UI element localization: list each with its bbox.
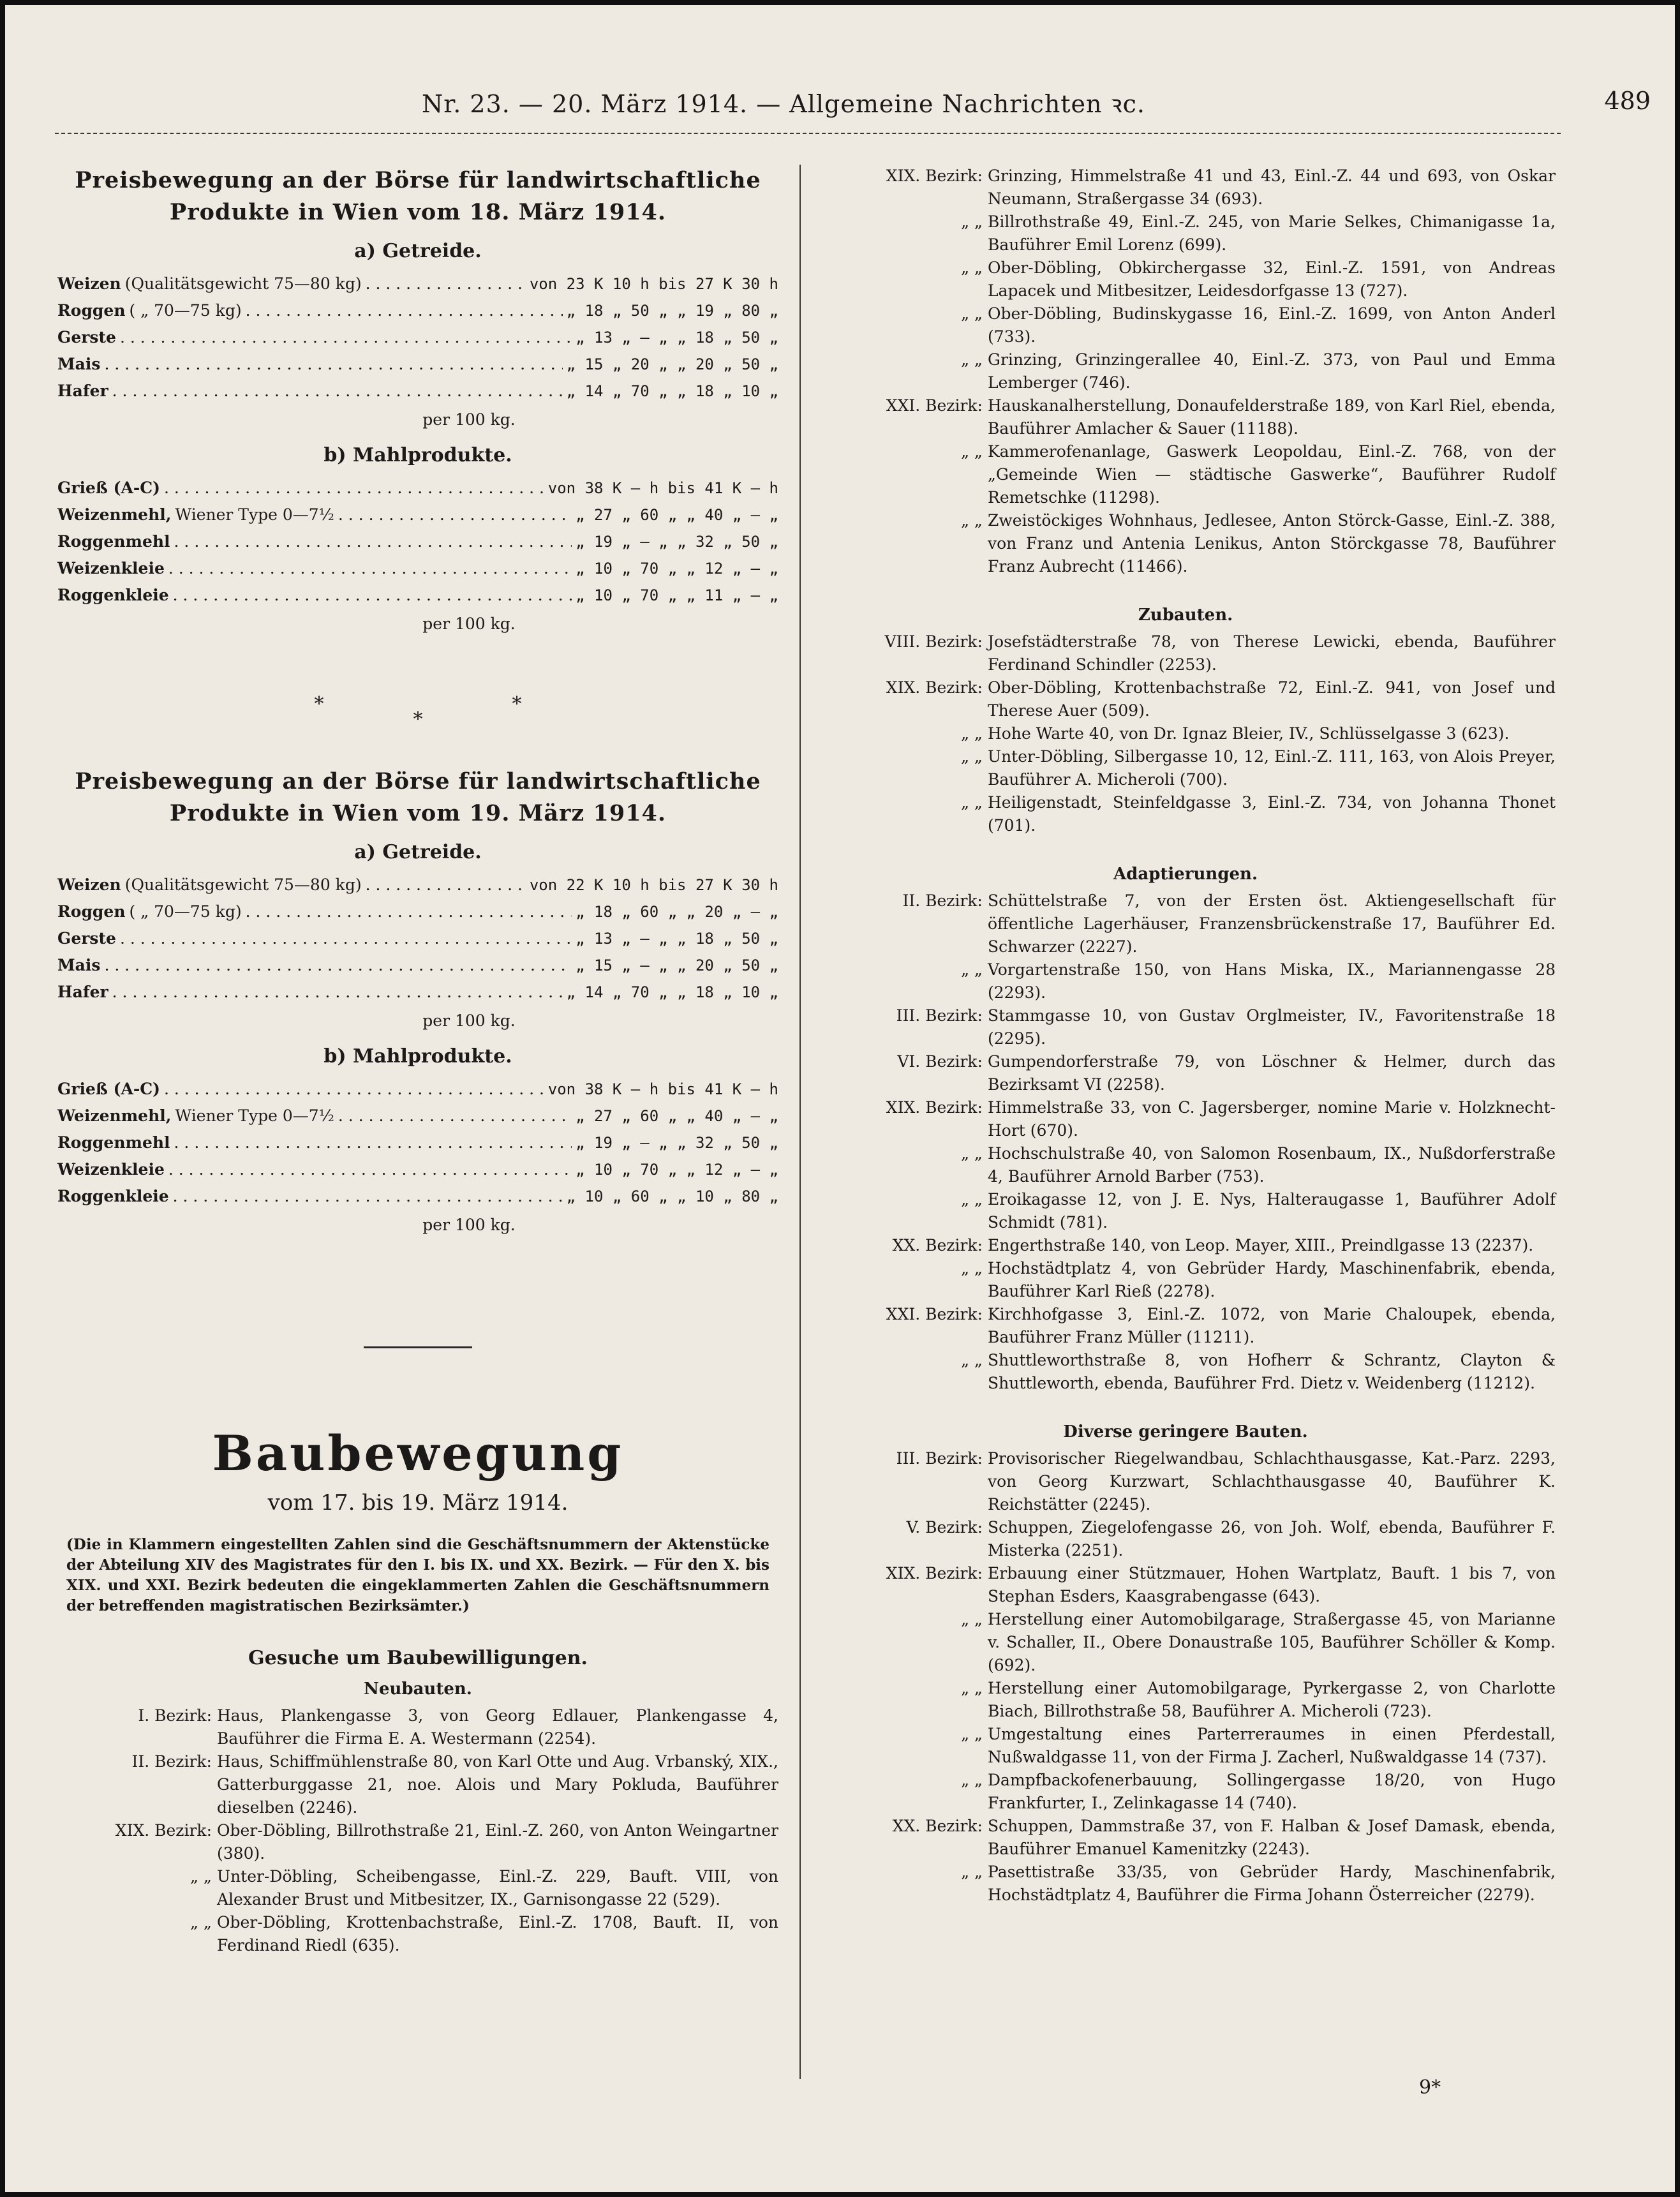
entry-text: Hochschulstraße 40, von Salomon Rosenbaum, IX., Nußdorferstraße 4, Bauführer Arnold Barber (753).: [988, 1144, 1556, 1186]
baubewegung-note: (Die in Klammern eingestellten Zahlen sind die Geschäftsnummern der Aktenstücke der Abteilung XIV des Magistrates für den I. bis IX. und XX. Bezirk. — Für den X. bis XIX. und XXI. Bezirk bedeuten die eingeklammerten Zahlen die Geschäftsnummern der betreffenden magistratischen Bezirksämter.): [66, 1536, 769, 1614]
permit-entry: [815, 1562, 1556, 1608]
short-divider: [364, 1346, 472, 1348]
dot-leader: [173, 582, 572, 609]
price-row: [57, 979, 778, 1006]
permit-entry: [815, 1142, 1556, 1188]
entry-text: Unter-Döbling, Silbergasse 10, 12, Einl.-Z. 111, 163, von Alois Preyer, Bauführer A. Micheroli (700).: [988, 747, 1556, 789]
price-range: „ 10 „ 70 „ „ 11 „ — „: [576, 586, 778, 604]
product-quality: Wiener Type 0—7½: [175, 1106, 334, 1125]
permit-entry: [815, 1677, 1556, 1723]
price-row: [57, 872, 778, 898]
entry-text: Engerthstraße 140, von Leop. Mayer, XIII., Preindlgasse 13 (2237).: [988, 1236, 1534, 1255]
permit-entry: [57, 1819, 778, 1865]
price-range: von 22 K 10 h bis 27 K 30 h: [529, 876, 778, 894]
product-name: Roggenmehl: [57, 532, 170, 551]
permit-entry: [815, 509, 1556, 578]
neubauten-list: [57, 1704, 778, 1957]
permit-entry: [815, 890, 1556, 958]
permit-entry: [815, 1516, 1556, 1562]
district-label: „ „: [961, 212, 983, 231]
entry-text: Hohe Warte 40, von Dr. Ignaz Bleier, IV., Schlüsselgasse 3 (623).: [988, 724, 1510, 743]
baubewegung-dates: vom 17. bis 19. März 1914.: [267, 1490, 569, 1516]
price-row: [57, 502, 778, 528]
district-label: III. Bezirk:: [896, 1006, 983, 1025]
permit-entry: [815, 745, 1556, 791]
product-quality: Wiener Type 0—7½: [175, 505, 334, 524]
price-title-line1: Preisbewegung an der Börse für landwirtschaftliche: [75, 768, 761, 794]
dot-leader: [246, 898, 572, 925]
entry-text: Vorgartenstraße 150, von Hans Miska, IX., Mariannengasse 28 (2293).: [988, 960, 1556, 1002]
price-row: [57, 297, 778, 324]
flour-heading: b) Mahlprodukte.: [323, 444, 512, 466]
district-label: XX. Bezirk:: [892, 1236, 983, 1255]
entry-text: Hauskanalherstellung, Donaufelderstraße 189, von Karl Riel, ebenda, Bauführer Amlacher & Sauer (11188).: [988, 396, 1556, 438]
star: *: [512, 693, 522, 715]
price-range: „ 10 „ 60 „ „ 10 „ 80 „: [566, 1188, 778, 1205]
permit-entry: [815, 165, 1556, 211]
district-label: „ „: [961, 1771, 983, 1789]
entry-text: Kirchhofgasse 3, Einl.-Z. 1072, von Marie Chaloupek, ebenda, Bauführer Franz Müller (11211).: [988, 1305, 1556, 1346]
price-title-line2: Produkte in Wien vom 19. März 1914.: [169, 800, 667, 826]
price-range: „ 14 „ 70 „ „ 18 „ 10 „: [566, 983, 778, 1001]
price-range: „ 15 „ 20 „ „ 20 „ 50 „: [566, 355, 778, 373]
star: *: [413, 708, 423, 731]
entry-text: Ober-Döbling, Krottenbachstraße 72, Einl.-Z. 941, von Josef und Therese Auer (509).: [988, 678, 1556, 720]
entry-text: Herstellung einer Automobilgarage, Straßergasse 45, von Marianne v. Schaller, II., Obere Donaustraße 105, Bauführer Schöller & Komp. (692).: [988, 1610, 1556, 1674]
district-label: XXI. Bezirk:: [886, 396, 983, 415]
product-name: Weizen: [57, 274, 121, 293]
entry-text: Dampfbackofenerbauung, Sollingergasse 18/20, von Hugo Frankfurter, I., Zelinkagasse 14 (740).: [988, 1771, 1556, 1812]
entry-text: Ober-Döbling, Obkirchergasse 32, Einl.-Z. 1591, von Andreas Lapacek und Mitbesitzer, Leidesdorfgasse 13 (727).: [988, 258, 1556, 300]
dot-leader: [366, 872, 526, 898]
district-label: „ „: [961, 960, 983, 979]
permit-entry: [815, 211, 1556, 257]
entry-text: Herstellung einer Automobilgarage, Pyrkergasse 2, von Charlotte Biach, Billrothstraße 58, Bauführer A. Micheroli (723).: [988, 1679, 1556, 1720]
permit-entry: [815, 394, 1556, 440]
permit-entry: [815, 1815, 1556, 1861]
entry-text: Umgestaltung eines Parterreraumes in einen Pferdestall, Nußwaldgasse 11, von der Firma J. Zacherl, Nußwaldgasse 14 (737).: [988, 1725, 1556, 1766]
price-row: [57, 898, 778, 925]
district-label: „ „: [961, 1259, 983, 1277]
permit-entry: [815, 630, 1556, 676]
price-range: „ 10 „ 70 „ „ 12 „ — „: [576, 560, 778, 577]
permit-entry: [815, 1769, 1556, 1815]
price-row: [57, 378, 778, 405]
entry-text: Ober-Döbling, Krottenbachstraße, Einl.-Z. 1708, Bauft. II, von Ferdinand Riedl (635).: [217, 1913, 778, 1955]
price-range: „ 14 „ 70 „ „ 18 „ 10 „: [566, 382, 778, 400]
product-name: Gerste: [57, 929, 116, 948]
price-section-18-march: [57, 165, 778, 637]
product-name: Weizenkleie: [57, 559, 165, 577]
diverse-list: [815, 1447, 1556, 1907]
grain-unit: per 100 kg.: [422, 1011, 516, 1030]
product-name: Weizenkleie: [57, 1160, 165, 1179]
header-divider: [55, 133, 1561, 134]
district-label: XIX. Bezirk:: [115, 1821, 212, 1840]
permit-entry: [815, 1096, 1556, 1142]
district-label: „ „: [961, 1863, 983, 1881]
product-name: Gerste: [57, 328, 116, 346]
price-range: „ 19 „ — „ „ 32 „ 50 „: [576, 1134, 778, 1152]
permit-entry: [57, 1865, 778, 1911]
district-label: XXI. Bezirk:: [886, 1305, 983, 1323]
entry-text: Haus, Plankengasse 3, von Georg Edlauer, Plankengasse 4, Bauführer die Firma E. A. Westermann (2254).: [217, 1706, 778, 1748]
price-row: [57, 1183, 778, 1210]
dot-leader: [164, 1076, 544, 1103]
dot-leader: [164, 475, 544, 502]
entry-text: Hochstädtplatz 4, von Gebrüder Hardy, Maschinenfabrik, ebenda, Bauführer Karl Rieß (2278).: [988, 1259, 1556, 1300]
permit-entry: [815, 257, 1556, 302]
price-range: „ 13 „ — „ „ 18 „ 50 „: [576, 930, 778, 948]
product-name: Weizenmehl,: [57, 1106, 172, 1125]
permit-entry: [815, 1723, 1556, 1769]
price-row: [57, 952, 778, 979]
permit-entry: [815, 1447, 1556, 1516]
product-quality: (Qualitätsgewicht 75—80 kg): [124, 274, 362, 293]
district-label: „ „: [961, 442, 983, 461]
district-label: „ „: [961, 1351, 983, 1369]
district-label: XIX. Bezirk:: [886, 678, 983, 697]
grain-heading: a) Getreide.: [354, 240, 482, 262]
price-title-line1: Preisbewegung an der Börse für landwirtschaftliche: [75, 167, 761, 193]
dot-leader: [120, 925, 572, 952]
permit-entry: [815, 348, 1556, 394]
entry-text: Grinzing, Himmelstraße 41 und 43, Einl.-Z. 44 und 693, von Oskar Neumann, Straßergasse 34 (693).: [988, 167, 1556, 208]
neubauten-heading: Neubauten.: [364, 1679, 472, 1699]
entry-text: Gumpendorferstraße 79, von Löschner & Helmer, durch das Bezirksamt VI (2258).: [988, 1052, 1556, 1094]
entry-text: Ober-Döbling, Billrothstraße 21, Einl.-Z. 260, von Anton Weingartner (380).: [217, 1821, 778, 1863]
permit-entry: [57, 1911, 778, 1957]
flour-heading: b) Mahlprodukte.: [323, 1045, 512, 1068]
permit-entry: [815, 676, 1556, 722]
neubauten-list-continued: [815, 165, 1556, 578]
permit-entry: [815, 1349, 1556, 1395]
price-range: „ 15 „ — „ „ 20 „ 50 „: [576, 957, 778, 974]
flour-price-list: [57, 475, 778, 609]
baubewegung-title: Baubewegung: [212, 1425, 624, 1482]
permit-entry: [815, 1861, 1556, 1907]
district-label: „ „: [961, 747, 983, 766]
adaptierungen-list: [815, 890, 1556, 1395]
price-row: [57, 582, 778, 609]
product-name: Weizenmehl,: [57, 505, 172, 524]
entry-text: Shuttleworthstraße 8, von Hofherr & Schrantz, Clayton & Shuttleworth, ebenda, Bauführer Frd. Dietz v. Weidenberg (11212).: [988, 1351, 1556, 1392]
permit-entry: [815, 1188, 1556, 1234]
price-row: [57, 555, 778, 582]
district-label: „ „: [961, 258, 983, 277]
grain-price-list: [57, 271, 778, 405]
entry-text: Schüttelstraße 7, von der Ersten öst. Aktiengesellschaft für öffentliche Lagerhäuser, Franzensbrückenstraße 17, Bauführer Ed. Schwarzer (2227).: [988, 891, 1556, 956]
permit-entry: [815, 1004, 1556, 1050]
entry-text: Himmelstraße 33, von C. Jagersberger, nomine Marie v. Holzknecht-Hort (670).: [988, 1098, 1556, 1140]
dot-leader: [246, 297, 563, 324]
district-label: XIX. Bezirk:: [886, 1564, 983, 1583]
district-label: „ „: [961, 304, 983, 323]
column-divider: [799, 165, 801, 2079]
price-range: „ 10 „ 70 „ „ 12 „ — „: [576, 1161, 778, 1179]
dot-leader: [338, 502, 572, 528]
flour-unit: per 100 kg.: [422, 614, 516, 633]
dot-leader: [120, 324, 572, 351]
product-name: Hafer: [57, 382, 108, 400]
district-label: „ „: [961, 1190, 983, 1209]
price-row: [57, 1129, 778, 1156]
permit-entry: [815, 1608, 1556, 1677]
product-name: Weizen: [57, 875, 121, 894]
entry-text: Grinzing, Grinzingerallee 40, Einl.-Z. 373, von Paul und Emma Lemberger (746).: [988, 350, 1556, 392]
diverse-heading: Diverse geringere Bauten.: [1063, 1422, 1308, 1441]
product-name: Hafer: [57, 983, 108, 1001]
entry-text: Stammgasse 10, von Gustav Orglmeister, IV., Favoritenstraße 18 (2295).: [988, 1006, 1556, 1048]
dot-leader: [174, 528, 572, 555]
permit-entry: [815, 791, 1556, 837]
dot-leader: [112, 979, 563, 1006]
adaptierungen-heading: Adaptierungen.: [1113, 865, 1258, 884]
price-range: „ 18 „ 60 „ „ 20 „ — „: [576, 903, 778, 921]
price-row: [57, 925, 778, 952]
entry-text: Zweistöckiges Wohnhaus, Jedlesee, Anton Störck-Gasse, Einl.-Z. 388, von Franz und Antenia Lenikus, Anton Störckgasse 78, Bauführer Franz Aubrecht (11466).: [988, 511, 1556, 576]
product-name: Roggenkleie: [57, 586, 169, 604]
district-label: „ „: [190, 1913, 212, 1932]
dot-leader: [104, 351, 562, 378]
dot-leader: [168, 1156, 572, 1183]
dot-leader: [104, 952, 572, 979]
district-label: „ „: [961, 1610, 983, 1628]
district-label: V. Bezirk:: [906, 1518, 983, 1537]
entry-text: Heiligenstadt, Steinfeldgasse 3, Einl.-Z. 734, von Johanna Thonet (701).: [988, 793, 1556, 835]
entry-text: Ober-Döbling, Budinskygasse 16, Einl.-Z. 1699, von Anton Anderl (733).: [988, 304, 1556, 346]
product-name: Grieß (A-C): [57, 479, 160, 497]
dot-leader: [338, 1103, 572, 1129]
left-column: [57, 165, 778, 1957]
page-header: [5, 87, 1675, 125]
product-name: Roggenkleie: [57, 1187, 169, 1205]
product-quality: ( „ 70—75 kg): [129, 902, 242, 921]
district-label: VI. Bezirk:: [897, 1052, 983, 1071]
newspaper-page: [5, 5, 1675, 2192]
price-range: „ 19 „ — „ „ 32 „ 50 „: [576, 533, 778, 551]
price-range: von 38 K — h bis 41 K — h: [547, 1080, 778, 1098]
entry-text: Kammerofenanlage, Gaswerk Leopoldau, Einl.-Z. 768, von der „Gemeinde Wien — städtische Gaswerke“, Bauführer Rudolf Remetschke (11298).: [988, 442, 1556, 507]
permit-entry: [815, 1257, 1556, 1303]
price-range: von 38 K — h bis 41 K — h: [547, 479, 778, 497]
product-name: Mais: [57, 355, 101, 373]
entry-text: Erbauung einer Stützmauer, Hohen Wartplatz, Bauft. 1 bis 7, von Stephan Esders, Kaasgrabengasse (643).: [988, 1564, 1556, 1605]
district-label: „ „: [961, 1725, 983, 1743]
district-label: „ „: [961, 793, 983, 812]
entry-text: Josefstädterstraße 78, von Therese Lewicki, ebenda, Bauführer Ferdinand Schindler (2253).: [988, 632, 1556, 674]
district-label: II. Bezirk:: [902, 891, 983, 910]
price-row: [57, 351, 778, 378]
dot-leader: [173, 1183, 563, 1210]
entry-text: Eroikagasse 12, von J. E. Nys, Halteraugasse 1, Bauführer Adolf Schmidt (781).: [988, 1190, 1556, 1232]
price-section-19-march: [57, 766, 778, 1238]
dot-leader: [112, 378, 563, 405]
price-row: [57, 271, 778, 297]
section-separator-stars: [57, 693, 778, 731]
grain-heading: a) Getreide.: [354, 841, 482, 863]
entry-text: Schuppen, Ziegelofengasse 26, von Joh. Wolf, ebenda, Bauführer F. Misterka (2251).: [988, 1518, 1556, 1560]
product-name: Mais: [57, 956, 101, 974]
grain-price-list: [57, 872, 778, 1006]
product-name: Roggenmehl: [57, 1133, 170, 1152]
entry-text: Pasettistraße 33/35, von Gebrüder Hardy, Maschinenfabrik, Hochstädtplatz 4, Bauführer die Firma Johann Österreicher (2279).: [988, 1863, 1556, 1904]
entry-text: Haus, Schiffmühlenstraße 80, von Karl Otte und Aug. Vrbanský, XIX., Gatterburggasse 21, noe. Alois und Mary Pokluda, Bauführer dieselben (2246).: [217, 1752, 778, 1817]
dot-leader: [168, 555, 572, 582]
price-row: [57, 528, 778, 555]
district-label: XIX. Bezirk:: [886, 1098, 983, 1117]
price-range: von 23 K 10 h bis 27 K 30 h: [529, 275, 778, 293]
district-label: XIX. Bezirk:: [886, 167, 983, 185]
permit-entry: [815, 440, 1556, 509]
permit-entry: [815, 1234, 1556, 1257]
grain-unit: per 100 kg.: [422, 410, 516, 429]
permits-heading: Gesuche um Baubewilligungen.: [248, 1647, 588, 1669]
permit-entry: [815, 1303, 1556, 1349]
product-name: Roggen: [57, 301, 126, 320]
district-label: I. Bezirk:: [138, 1706, 212, 1725]
district-label: „ „: [961, 1144, 983, 1163]
right-column: [815, 165, 1556, 1907]
dot-leader: [366, 271, 526, 297]
price-range: „ 13 „ — „ „ 18 „ 50 „: [576, 329, 778, 346]
price-title-line2: Produkte in Wien vom 18. März 1914.: [169, 199, 667, 225]
price-row: [57, 1156, 778, 1183]
permit-entry: [815, 1050, 1556, 1096]
district-label: II. Bezirk:: [131, 1752, 212, 1771]
permit-entry: [815, 722, 1556, 745]
entry-text: Provisorischer Riegelwandbau, Schlachthausgasse, Kat.-Parz. 2293, von Georg Kurzwart, Schlachthausgasse 40, Bauführer K. Reichstätter (2245).: [988, 1449, 1556, 1514]
district-label: „ „: [961, 350, 983, 369]
signature-mark: 9*: [1419, 2076, 1441, 2099]
zubauten-list: [815, 630, 1556, 837]
permit-entry: [57, 1704, 778, 1750]
dot-leader: [174, 1129, 572, 1156]
price-row: [57, 1076, 778, 1103]
price-range: „ 27 „ 60 „ „ 40 „ — „: [576, 506, 778, 524]
price-range: „ 18 „ 50 „ „ 19 „ 80 „: [566, 302, 778, 320]
permit-entry: [815, 302, 1556, 348]
product-quality: ( „ 70—75 kg): [129, 301, 242, 320]
entry-text: Unter-Döbling, Scheibengasse, Einl.-Z. 229, Bauft. VIII, von Alexander Brust und Mitbesitzer, IX., Garnisongasse 22 (529).: [217, 1867, 778, 1909]
permit-entry: [57, 1750, 778, 1819]
price-row: [57, 324, 778, 351]
district-label: „ „: [961, 1679, 983, 1697]
product-quality: (Qualitätsgewicht 75—80 kg): [124, 875, 362, 894]
district-label: „ „: [961, 724, 983, 743]
price-row: [57, 1103, 778, 1129]
price-range: „ 27 „ 60 „ „ 40 „ — „: [576, 1107, 778, 1125]
running-title: Nr. 23. — 20. März 1914. — Allgemeine Nachrichten ꝛc.: [422, 90, 1145, 118]
entry-text: Schuppen, Dammstraße 37, von F. Halban & Josef Damask, ebenda, Bauführer Emanuel Kamenitzky (2243).: [988, 1817, 1556, 1858]
district-label: XX. Bezirk:: [892, 1817, 983, 1835]
entry-text: Billrothstraße 49, Einl.-Z. 245, von Marie Selkes, Chimanigasse 1a, Bauführer Emil Lorenz (699).: [988, 212, 1556, 254]
star: *: [314, 693, 324, 715]
district-label: III. Bezirk:: [896, 1449, 983, 1468]
product-name: Grieß (A-C): [57, 1080, 160, 1098]
district-label: „ „: [961, 511, 983, 530]
district-label: „ „: [190, 1867, 212, 1886]
price-row: [57, 475, 778, 502]
flour-unit: per 100 kg.: [422, 1216, 516, 1234]
district-label: VIII. Bezirk:: [884, 632, 983, 651]
flour-price-list: [57, 1076, 778, 1210]
permit-entry: [815, 958, 1556, 1004]
zubauten-heading: Zubauten.: [1138, 606, 1233, 625]
product-name: Roggen: [57, 902, 126, 921]
page-number: 489: [1604, 87, 1651, 115]
